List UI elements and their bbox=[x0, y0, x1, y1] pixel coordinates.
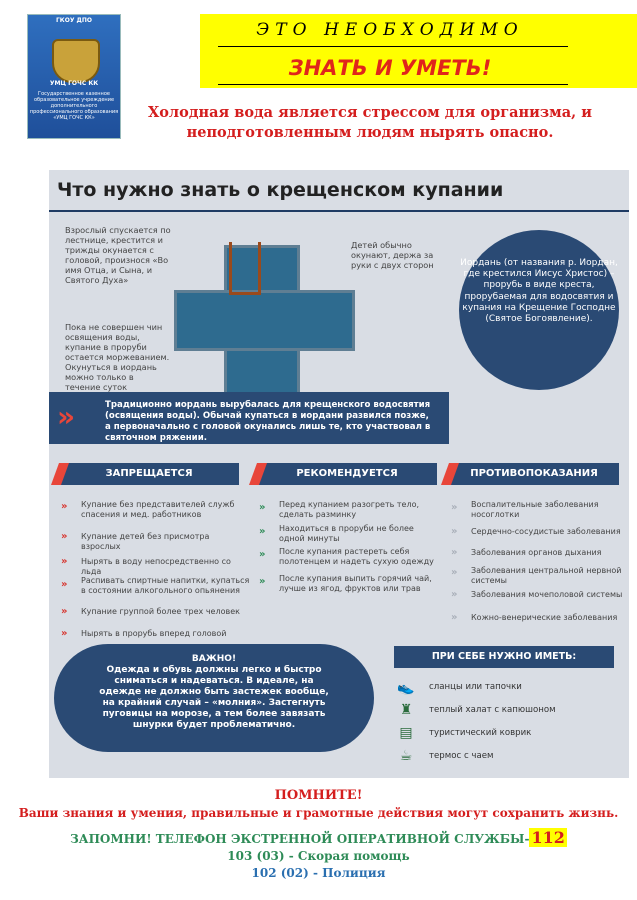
note-children: Детей обычно окунают, держа за руки с двух сторон bbox=[351, 240, 434, 270]
forbidden-item: Нырять в прорубь вперед головой bbox=[81, 629, 227, 638]
recommended-header: РЕКОМЕНДУЕТСЯ bbox=[257, 463, 437, 485]
banner-line-2: ЗНАТЬ И УМЕТЬ! bbox=[288, 56, 492, 80]
tradition-text: Традиционно иордань вырубалась для крещенского водосвятия (освящения воды). Обычай купаться в иордани развился позже, а первоначально с головой окунались лишь те, кто участвовал в святочном ряжении. bbox=[105, 400, 431, 443]
ice-hole-horizontal bbox=[174, 290, 355, 351]
chevron-gray-icon: » bbox=[451, 567, 458, 578]
mat-icon: ▤ bbox=[399, 725, 413, 741]
chevron-right-icon: » bbox=[57, 400, 76, 433]
slippers-icon: 👟 bbox=[397, 680, 415, 696]
kit-item: термос с чаем bbox=[429, 751, 494, 761]
phone-label: ЗАПОМНИ! ТЕЛЕФОН ЭКСТРЕННОЙ ОПЕРАТИВНОЙ СЛУЖБЫ- bbox=[70, 832, 530, 846]
emergency-phone: 112 bbox=[531, 828, 565, 847]
chevron-gray-icon: » bbox=[451, 589, 458, 600]
contra-item: Кожно-венерические заболевания bbox=[471, 613, 618, 622]
kit-item: туристический коврик bbox=[429, 728, 532, 738]
contra-item: Заболевания центральной нервной системы bbox=[471, 566, 622, 585]
chevron-gray-icon: » bbox=[451, 547, 458, 558]
chevron-gray-icon: » bbox=[451, 612, 458, 623]
chevron-gray-icon: » bbox=[451, 526, 458, 537]
forbidden-item: Купание без представителей служб спасения и мед. работников bbox=[81, 500, 235, 519]
chevron-gray-icon: » bbox=[451, 502, 458, 513]
chevron-green-icon: » bbox=[259, 576, 266, 587]
forbidden-item: Купание детей без присмотра взрослых bbox=[81, 532, 210, 551]
contra-item: Сердечно-сосудистые заболевания bbox=[471, 527, 621, 536]
recommended-item: Перед купанием разогреть тело, сделать разминку bbox=[279, 500, 420, 519]
title-underline bbox=[49, 210, 629, 212]
contra-item: Заболевания органов дыхания bbox=[471, 548, 602, 557]
ambulance-line: 103 (03) - Скорая помощь bbox=[227, 849, 410, 863]
infographic-title: Что нужно знать о крещенском купании bbox=[57, 179, 504, 201]
jordan-definition: Иордань (от названия р. Иордан, где крестился Иисус Христос) – прорубь в виде креста, прорубаемая для водосвятия и купания на Крещение Господне (Святое Богоявление). bbox=[459, 230, 619, 390]
infographic bbox=[49, 170, 629, 778]
contra-item: Воспалительные заболевания носоглотки bbox=[471, 500, 599, 519]
kit-item: теплый халат с капюшоном bbox=[429, 705, 556, 715]
chevron-red-icon: » bbox=[61, 531, 68, 542]
important-note bbox=[54, 644, 374, 752]
banner-rule-top bbox=[218, 46, 568, 47]
title-banner bbox=[200, 14, 637, 88]
robe-icon: ♜ bbox=[399, 702, 413, 718]
chevron-red-icon: » bbox=[61, 556, 68, 567]
kit-item: сланцы или тапочки bbox=[429, 682, 522, 692]
forbidden-item: Распивать спиртные напитки, купаться в состоянии алкогольного опьянения bbox=[81, 576, 250, 595]
important-text: Одежда и обувь должны легко и быстро сниматься и надеваться. В идеале, на одежде не должно быть застежек вообще, на крайний случай – «молния». Застегнуть пуговицы на морозе, а тем более завязать шнурки будет проблематично. bbox=[99, 665, 329, 730]
chevron-red-icon: » bbox=[61, 628, 68, 639]
remember-text: Ваши знания и умения, правильные и грамотные действия могут сохранить жизнь. bbox=[18, 806, 619, 820]
ladder-icon bbox=[229, 242, 261, 295]
recommended-item: Находиться в проруби не более одной минуты bbox=[279, 524, 414, 543]
logo-mid-text: УМЦ ГОЧС КК bbox=[49, 80, 99, 87]
tradition-panel bbox=[49, 392, 449, 444]
logo-top-text: ГКОУ ДПО bbox=[55, 17, 92, 24]
important-title: ВАЖНО! bbox=[191, 654, 237, 664]
chevron-green-icon: » bbox=[259, 526, 266, 537]
forbidden-header: ЗАПРЕЩАЕТСЯ bbox=[59, 463, 239, 485]
remember-heading: ПОМНИТЕ! bbox=[274, 788, 363, 803]
thermos-icon: ☕ bbox=[399, 748, 413, 764]
recommended-item: После купания растереть себя полотенцем и надеть сухую одежду bbox=[279, 547, 434, 566]
contra-item: Заболевания мочеполовой системы bbox=[471, 590, 623, 599]
chevron-red-icon: » bbox=[61, 606, 68, 617]
note-adult: Взрослый спускается по лестнице, крестится и трижды окунается с головой, произнося «Во имя Отца, и Сына, и Святого Духа» bbox=[65, 225, 171, 285]
note-time: Пока не совершен чин освящения воды, купание в проруби остается моржеванием. Окунуться в иордань можно только в течение суток bbox=[65, 322, 170, 392]
intro-text: Холодная вода является стрессом для организма, и неподготовленным людям нырять опасно. bbox=[148, 104, 592, 141]
banner-rule-bottom bbox=[218, 84, 568, 85]
shield-icon bbox=[52, 39, 100, 83]
contra-header: ПРОТИВОПОКАЗАНИЯ bbox=[449, 463, 619, 485]
organization-logo bbox=[27, 14, 121, 139]
chevron-red-icon: » bbox=[61, 501, 68, 512]
police-line: 102 (02) - Полиция bbox=[251, 866, 386, 880]
kit-header: ПРИ СЕБЕ НУЖНО ИМЕТЬ: bbox=[394, 646, 614, 668]
logo-bottom-text: Государственное казенное образовательное учреждение дополнительного профессионального образования «УМЦ ГОЧС КК» bbox=[29, 91, 119, 121]
phone-line bbox=[0, 828, 637, 847]
forbidden-item: Нырять в воду непосредственно со льда bbox=[81, 557, 231, 576]
forbidden-item: Купание группой более трех человек bbox=[81, 607, 240, 616]
chevron-green-icon: » bbox=[259, 549, 266, 560]
chevron-red-icon: » bbox=[61, 579, 68, 590]
chevron-green-icon: » bbox=[259, 502, 266, 513]
recommended-item: После купания выпить горячий чай, лучше из ягод, фруктов или трав bbox=[279, 574, 432, 593]
banner-line-1: ЭТО НЕОБХОДИМО bbox=[256, 20, 524, 40]
